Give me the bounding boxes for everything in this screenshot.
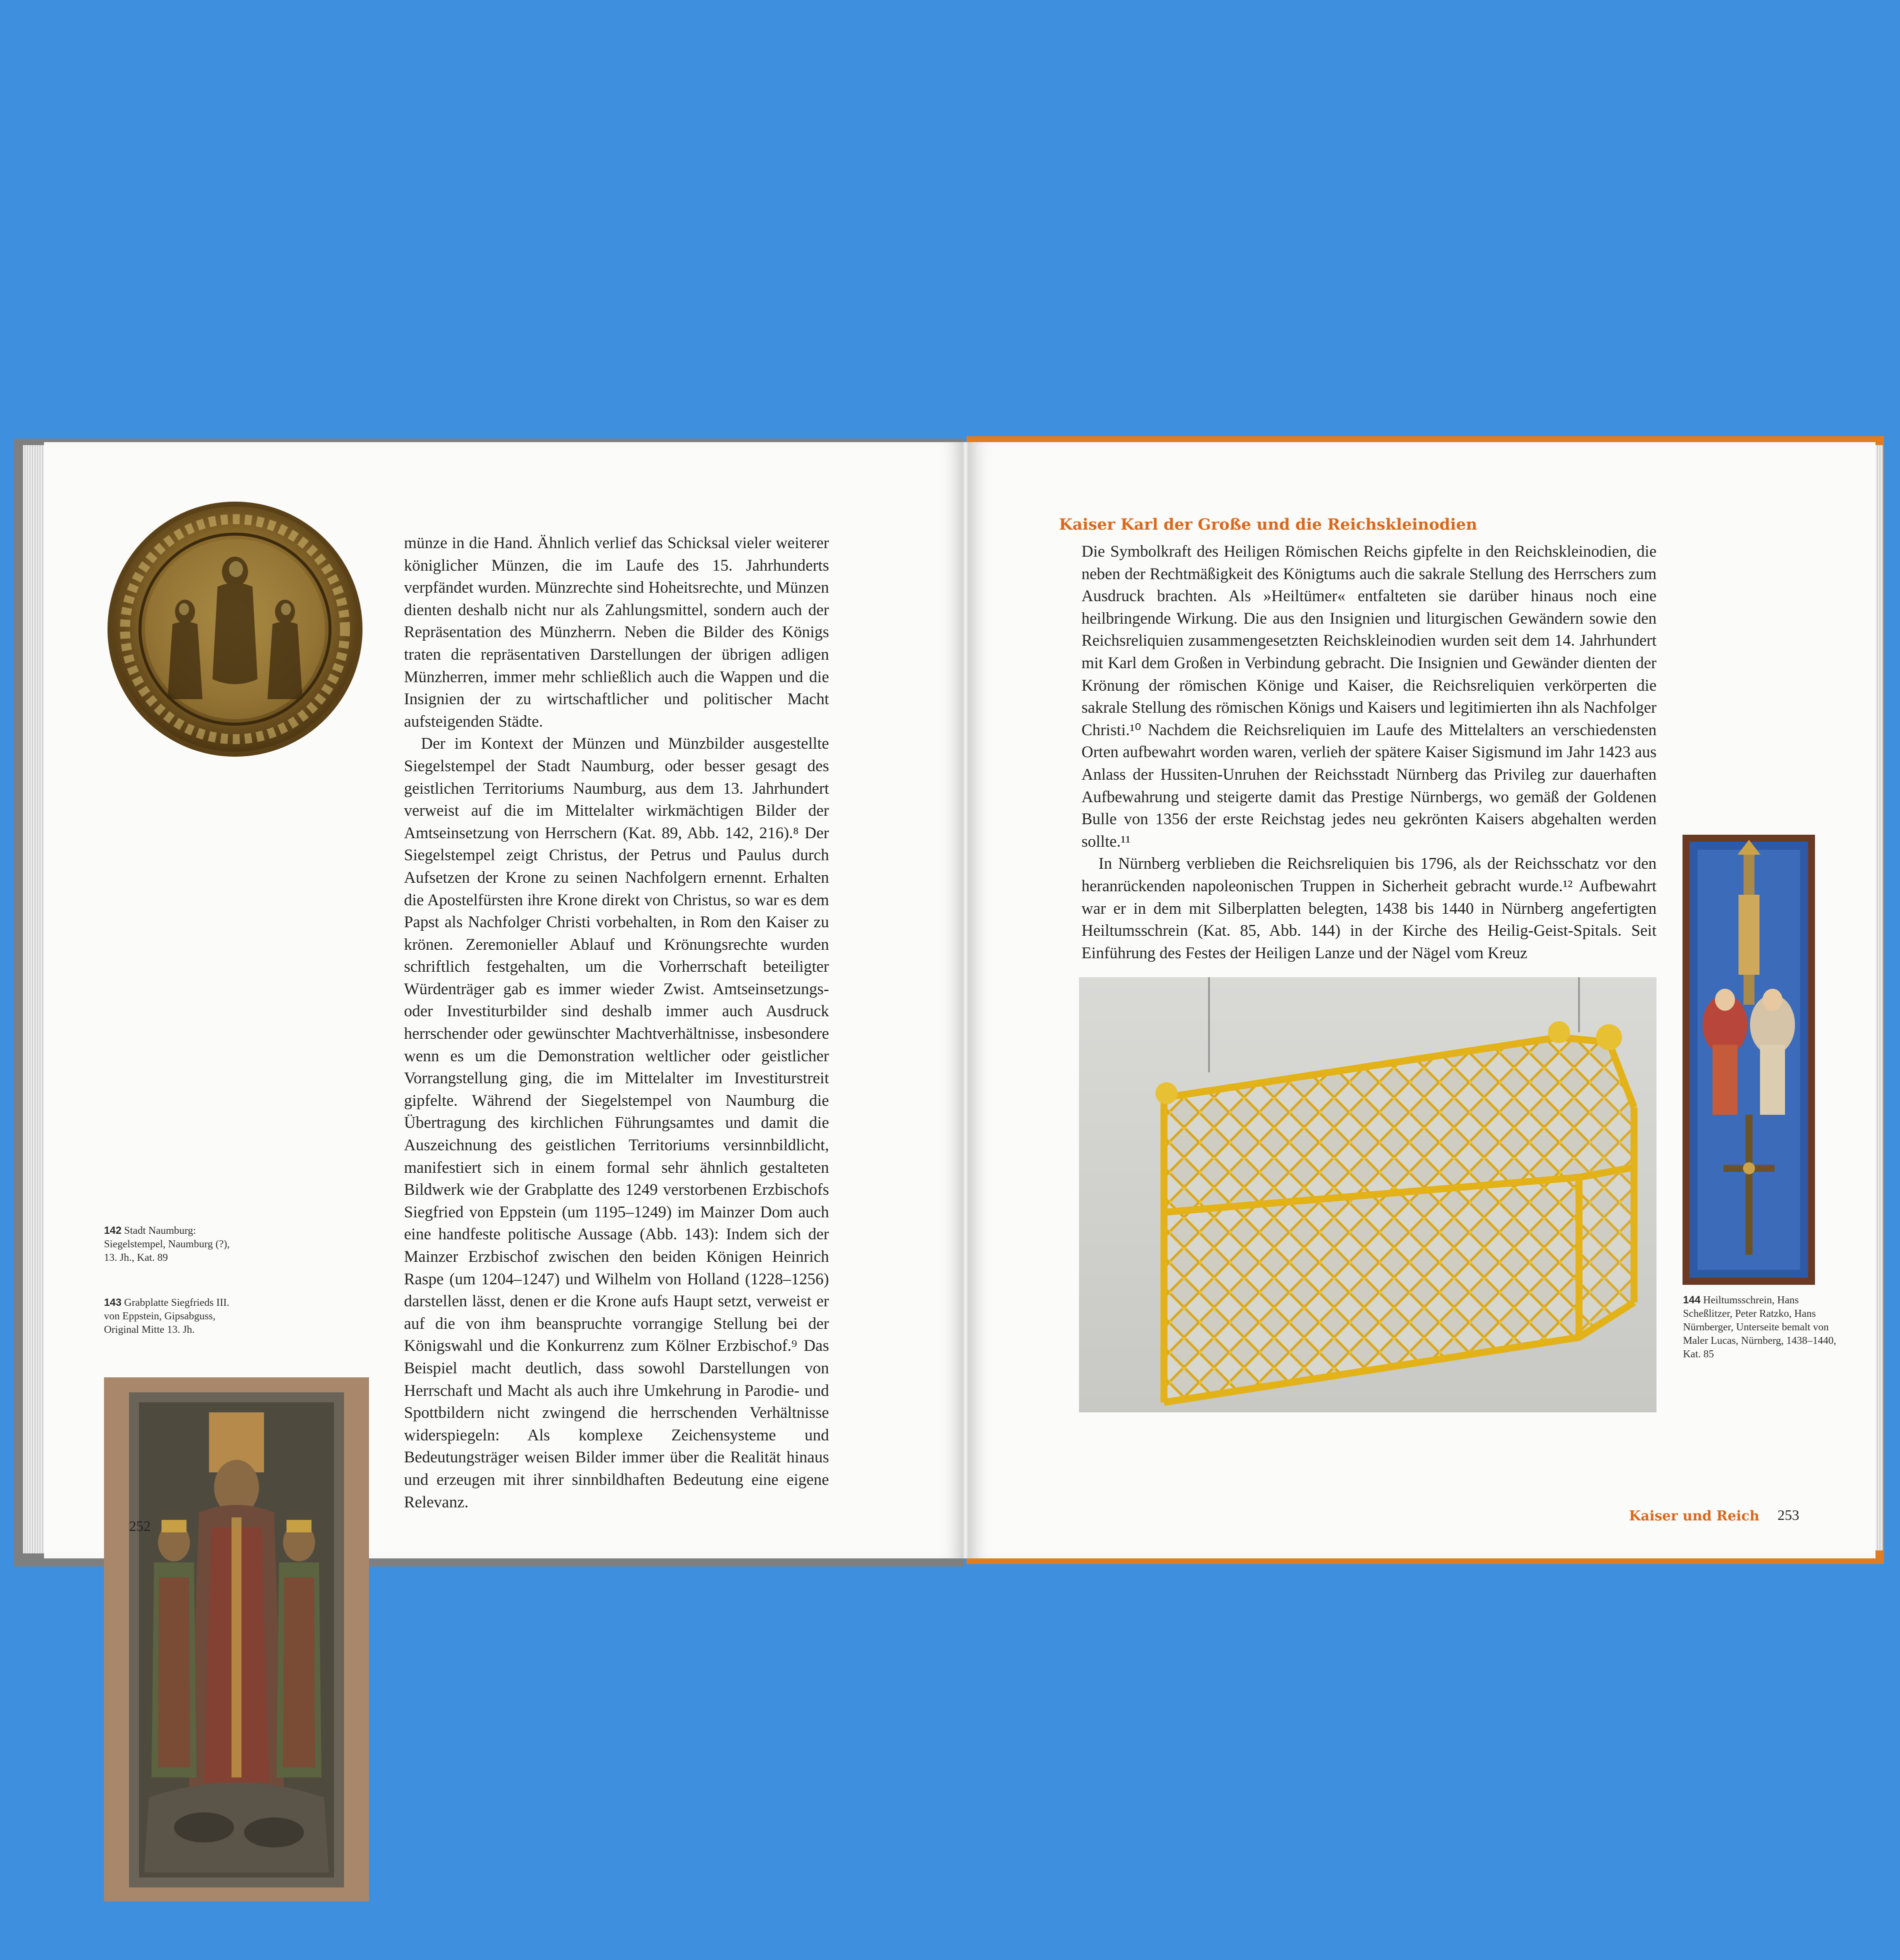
right-paragraph-2: In Nürnberg verblieben die Reichsreliquien bis 1796, als der Reichsschatz vor den heranrückenden napoleonischen Truppen in Sicherheit gebracht wurde.¹² Aufbewahrt war er in dem mit Silberplatten belegten, 1438 bis 1440 in Nürnberg angefertigten Heiltumsschrein (Kat. 85, Abb. 144) in der Kirche des Heilig-Geist-Spitals. Seit Einführung des Festes der Heiligen Lanze und der Nägel vom Kreuz <box>1082 855 1656 962</box>
right-paragraph-1: Die Symbolkraft des Heiligen Römischen Reichs gipfelte in den Reichskleinodien, die neben der Rechtmäßigkeit des Königtums auch die sakrale Stellung des Herrschers zum Ausdruck brachten. Als »Heiltümer« entfalteten sie darüber hinaus noch eine heilbringende Wirkung. Die aus den Insignien und liturgischen Gewändern sowie den Reichsreliquien zusammengesetzten Reichskleinodien wurden seit dem 14. Jahrhundert mit Karl dem Großen in Verbindung gebracht. Die Insignien und Gewänder dienten der Krönung der römischen Könige und Kaiser, die Reichsreliquien verkörperten die sakrale Stellung des römischen Königs und Kaisers und legitimierten ihn als Nachfolger Christi.¹⁰ Nachdem die Reichsreliquien im Laufe des Mittelalters an verschiedensten Orten aufbewahrt worden waren, verlieh der spätere Kaiser Sigismund im Jahr 1423 aus Anlass der Hussiten-Unruhen der Reichsstadt Nürnberg das Privileg zur dauerhaften Aufbewahrung und steigerte damit das Prestige Nürnbergs, wo gemäß der Goldenen Bulle von 1356 der erste Reichstag jedes neu gekrönten Kaisers abgehalten werden sollte.¹¹ <box>1082 543 1656 851</box>
section-heading: Kaiser Karl der Große und die Reichskleinodien <box>1059 516 1478 534</box>
caption-143-number: 143 <box>104 1297 122 1308</box>
left-paragraph-2: Der im Kontext der Münzen und Münzbilder ausgestellte Siegelstempel der Stadt Naumburg, oder besser gesagt des geistlichen Territoriums Naumburg, aus dem 13. Jahrhundert verweist auf die im Mittelalter wirkmächtigen Bilder der Amtseinsetzung von Herrschern (Kat. 89, Abb. 142, 216).⁸ Der Siegelstempel zeigt Christus, der Petrus und Paulus durch Aufsetzen der Krone zu seinen Nachfolgern ernennt. Erhalten die Apostelfürsten ihre Krone direkt von Christus, so war es dem Papst als Nachfolger Christi vorbehalten, in Rom den Kaiser zu krönen. Zeremonieller Ablauf und Krönungsrechte wurden schriftlich festgehalten, um die Vorherrschaft beteiligter Würdenträger gab es immer wieder Zwist. Amtseinsetzungs- oder Investiturbilder sind deshalb immer auch Ausdruck herrschender oder gewünschter Machtverhältnisse, insbesondere wenn es um die Demonstration weltlicher oder geistlicher Vorrangstellung ging, die im Mittelalter im Investiturstreit gipfelte. Während der Siegelstempel von Naumburg die Übertragung des kirchlichen Führungsamtes und damit die Auszeichnung des geistlichen Territoriums versinnbildlicht, manifestiert sich in einem formal sehr ähnlich gestalteten Bildwerk wie der Grabplatte des 1249 verstorbenen Erzbischofs Siegfried von Eppstein (um 1195–1249) im Mainzer Dom auch eine handfeste politische Aussage (Abb. 143): Indem sich der Mainzer Erzbischof zwischen den beiden Königen Heinrich Raspe (um 1204–1247) und Wilhelm von Holland (1228–1256) darstellen lässt, denen er die Krone aufs Haupt setzt, verweist er auf die von ihm beanspruchte vorrangige Stellung bei der Königswahl und die Konkurrenz zum Kölner Erzbischof.⁹ Das Beispiel macht deutlich, dass sowohl Darstellungen von Herrschaft und Macht als auch ihre Umkehrung in Parodie- und Spottbildern nicht zwingend die herrschenden Verhältnisse widerspiegeln: Als komplexe Zeichensysteme und Bedeutungsträger weisen Bilder immer über die Realität hinaus und erzeugen mit ihrer sinnbildhaften Bedeutung eine eigene Relevanz. <box>404 735 829 1511</box>
open-book <box>14 431 1884 1566</box>
caption-144 <box>1683 1293 1843 1361</box>
running-head: Kaiser und Reich <box>1629 1508 1760 1524</box>
caption-143 <box>104 1296 234 1336</box>
page-number-right: 253 <box>1778 1507 1800 1523</box>
caption-142 <box>104 1224 234 1264</box>
caption-143-text: Grabplatte Siegfrieds III. von Eppstein, Gipsabguss, Original Mitte 13. Jh. <box>104 1296 230 1335</box>
right-page <box>966 442 1876 1558</box>
page-edges-left <box>23 445 46 1553</box>
shrine-image <box>1079 977 1656 1412</box>
caption-142-number: 142 <box>104 1225 122 1236</box>
tomb-slab-image <box>104 1377 369 1901</box>
left-body-text <box>404 532 829 1513</box>
left-page <box>44 442 965 1558</box>
painted-panel-image <box>1682 835 1815 1285</box>
caption-144-number: 144 <box>1683 1294 1701 1306</box>
caption-144-text: Heiltumsschrein, Hans Scheßlitzer, Peter Ratzko, Hans Nürnberger, Unterseite bemalt von Maler Lucas, Nürnberg, 1438–1440, Kat. 85 <box>1683 1294 1836 1360</box>
book-gutter <box>962 442 969 1558</box>
left-paragraph-1: münze in die Hand. Ähnlich verlief das Schicksal vieler weiterer königlicher Münzen, die im Laufe des 15. Jahrhunderts verpfändet wurden. Münzrechte sind Hoheitsrechte, und Münzen dienten deshalb nicht nur als Zahlungsmittel, sondern auch der Repräsentation des Münzherrn. Neben die Bilder des Königs traten die repräsentativen Darstellungen der übrigen adligen Münzherren, immer mehr schließlich auch die Wappen und die Insignien der zu wirtschaftlicher und politischer Macht aufsteigenden Städte. <box>404 534 829 731</box>
caption-142-text: Stadt Naumburg: Siegelstempel, Naumburg (?), 13. Jh., Kat. 89 <box>104 1224 230 1263</box>
right-body-text <box>1082 541 1656 964</box>
page-number-left: 252 <box>129 1518 151 1534</box>
seal-image <box>105 499 365 759</box>
